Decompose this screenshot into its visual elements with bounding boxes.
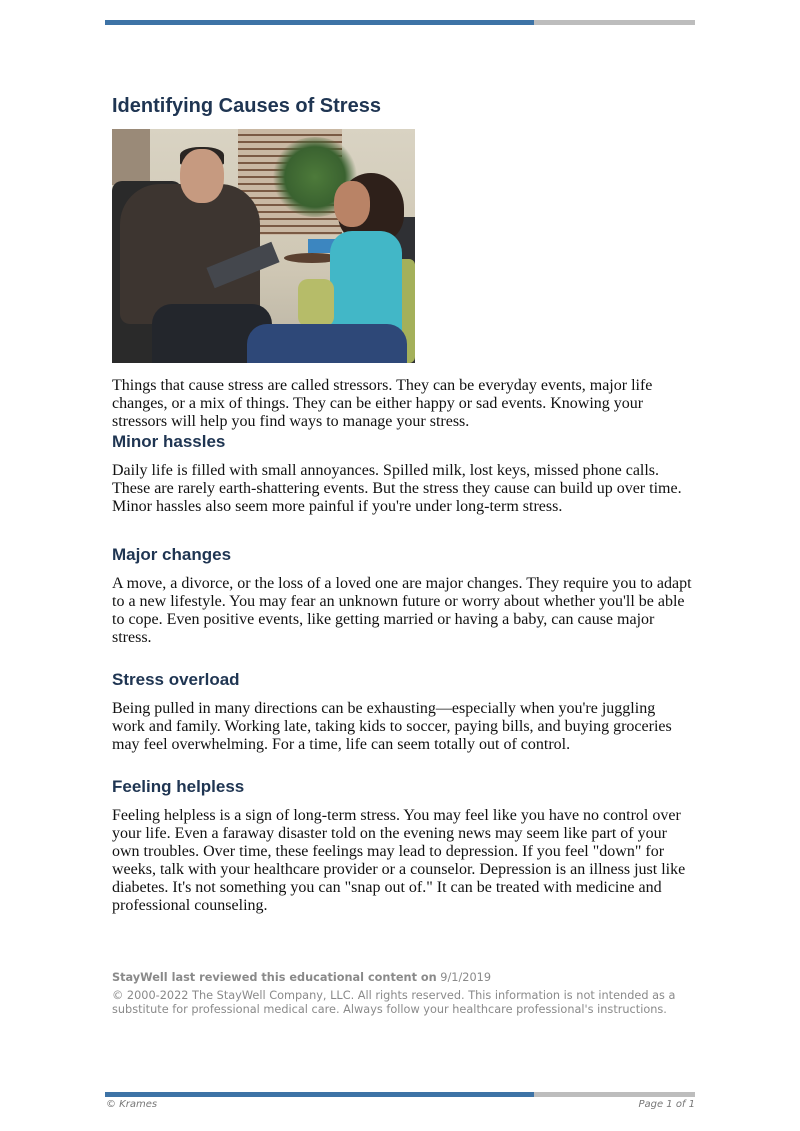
page-title: Identifying Causes of Stress xyxy=(112,95,381,117)
section-body: Being pulled in many directions can be exhausting—especially when you're juggling work and family. Working late, taking kids to soccer, paying bills, and buying groceries may feel overwhelming. For a time, life can seem totally out of control. xyxy=(112,700,672,753)
section-feeling-helpless xyxy=(112,776,692,915)
review-date: 9/1/2019 xyxy=(440,971,492,984)
section-heading: Major changes xyxy=(112,545,232,564)
header-bar xyxy=(105,20,695,25)
section-body: Feeling helpless is a sign of long-term stress. You may feel like you have no control over your life. Even a faraway disaster told on the evening news may seem like part of your own troubles. Over time, these feelings may lead to depression. If you feel "down" for weeks, talk with your healthcare provider or a counselor. Depression is an illness just like diabetes. It's not something you can "snap out of." It can be treated with medicine and professional counseling. xyxy=(112,807,686,914)
section-body: A move, a divorce, or the loss of a loved one are major changes. They require you to adapt to a new lifestyle. You may fear an unknown future or worry about whether you'll be able to cope. Even positive events, like getting married or having a baby, can cause major stress. xyxy=(112,575,692,646)
footer-bar-track xyxy=(534,1092,695,1097)
section-major-changes xyxy=(112,544,692,647)
section-heading: Stress overload xyxy=(112,670,240,689)
review-label: StayWell last reviewed this educational content on xyxy=(112,971,437,984)
section-body: Daily life is filled with small annoyances. Spilled milk, lost keys, missed phone calls. These are rarely earth-shattering events. But the stress they cause can build up over time. Minor hassles also seem more painful if you're under long-term stress. xyxy=(112,462,682,515)
section-heading: Minor hassles xyxy=(112,432,226,451)
counseling-photo xyxy=(112,129,415,363)
copyright-notice: © 2000-2022 The StayWell Company, LLC. All rights reserved. This information is not intended as a substitute for professional medical care. Always follow your healthcare professional's instructions. xyxy=(112,989,676,1016)
header-bar-accent xyxy=(105,20,534,25)
footer-publisher: © Krames xyxy=(106,1099,158,1110)
footer-bar xyxy=(105,1092,695,1097)
footer-bar-accent xyxy=(105,1092,534,1097)
document-content xyxy=(112,92,692,937)
intro-paragraph: Things that cause stress are called stressors. They can be everyday events, major life changes, or a mix of things. They can be either happy or sad events. Knowing your stressors will help you find ways to manage your stress. xyxy=(112,377,653,430)
review-note xyxy=(112,970,692,985)
section-heading: Feeling helpless xyxy=(112,777,245,796)
header-bar-track xyxy=(534,20,695,25)
section-stress-overload xyxy=(112,669,692,754)
page-number: Page 1 of 1 xyxy=(638,1099,695,1110)
section-minor-hassles xyxy=(112,431,692,516)
